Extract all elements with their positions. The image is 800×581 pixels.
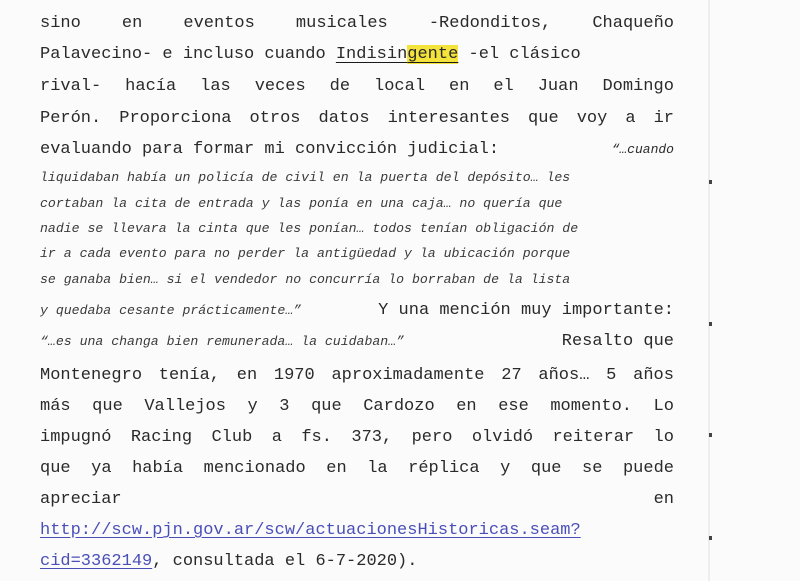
word: ir [653,109,674,128]
word: datos [318,109,370,128]
quote-opening: “…cuando [611,142,674,157]
word: ese [498,397,529,416]
word: voy [576,109,608,128]
text-line [40,301,674,321]
word: Montenegro [40,366,143,385]
quote-line: cortaban la cita de entrada y las ponía en una caja… no quería que [40,196,563,211]
text-line [40,14,674,34]
word: años [633,366,674,385]
text-line [40,366,674,386]
word: Lo [653,397,674,416]
text-line [40,140,674,160]
word: interesantes [387,109,511,128]
text-segment: Indisin [335,45,408,64]
word: la [367,459,388,478]
margin-mark [709,536,712,540]
word: Perón. [40,109,102,128]
word: momento. [550,397,632,416]
word: Chaqueño [592,14,674,33]
word: las [200,77,231,96]
word: local [374,77,426,96]
word: reiterar [552,428,635,447]
quote-line: se ganaba bien… si el vendedor no concurría lo borraban de la lista [40,272,571,287]
word: a [625,109,636,128]
word: se [582,459,603,478]
word: sino [40,14,81,33]
word: 1970 [273,366,315,385]
text-line [40,490,674,510]
text-line [40,428,674,448]
word: pero [411,428,453,447]
word: rival- [40,77,102,96]
word: 5 [606,366,617,385]
word: 3 [279,397,290,416]
margin-mark [709,180,712,184]
word: réplica [408,459,480,478]
source-link-continued[interactable]: cid=3362149 [40,552,153,571]
text-segment: , consultada el 6-7-2020). [152,552,418,571]
word: y [500,459,511,478]
word: había [132,459,184,478]
word: en [236,366,258,385]
word: Juan [537,77,579,96]
word: lo [653,428,674,447]
text-line [40,552,674,572]
word: en [449,77,470,96]
word: de [329,77,351,96]
text-line [40,521,674,541]
text-line [40,397,674,417]
word: Club [211,428,253,447]
text-segment: Y una mención muy importante: [367,301,674,320]
word: en [121,14,143,33]
word: aproximadamente [331,366,485,385]
word: que [528,109,559,128]
word: otros [249,109,301,128]
word: años… [538,366,590,385]
word: más [40,397,71,416]
margin-mark [709,322,712,326]
word: que [40,459,71,478]
word: Proporciona [119,109,232,128]
text-line [40,459,674,479]
word: -Redonditos, [428,14,552,33]
word: Domingo [602,77,674,96]
margin-mark [709,433,712,437]
word: 373, [351,428,393,447]
text-line [40,332,674,352]
word: Racing [130,428,193,447]
text-line [40,77,674,97]
quote-line: ir a cada evento para no perder la antigüedad y la ubicación porque [40,246,571,261]
text-segment: Palavecino- e incluso cuando [40,45,336,64]
search-highlight: gente [407,45,459,64]
word: ya [91,459,112,478]
word: impugnó [40,428,112,447]
word: hacía [125,77,177,96]
word: mencionado [203,459,306,478]
word: fs. [301,428,332,447]
word: eventos [183,14,255,33]
word: que [92,397,123,416]
word: en [326,459,347,478]
word: a [271,428,282,447]
word: Vallejos [144,397,226,416]
word: olvidó [471,428,534,447]
source-link[interactable]: http://scw.pjn.gov.ar/scw/actuacionesHistoricas.seam? [40,521,581,540]
quote-closing: y quedaba cesante prácticamente…” [40,303,302,318]
quote-line: nadie se llevara la cinta que les ponían… todos tenían obligación de [40,221,579,236]
underlined-word [336,45,458,64]
word: en [456,397,477,416]
word: tenía, [158,366,220,385]
word: musicales [295,14,388,33]
quote-inline: “…es una changa bien remunerada… la cuidaban…” [40,334,405,349]
word: que [311,397,342,416]
word: apreciar [40,490,122,509]
word: veces [254,77,306,96]
word: que [530,459,562,478]
text-line [40,109,674,129]
word: en [653,490,674,509]
text-segment: -el clásico [458,45,581,64]
word: Cardozo [363,397,435,416]
text-segment: Resalto que [551,332,674,351]
page-edge [708,0,710,581]
word: el [493,77,514,96]
quote-line: liquidaban había un policía de civil en la puerta del depósito… les [40,170,571,185]
text-line [40,45,674,65]
text-segment: evaluando para formar mi convicción judicial: [40,140,510,159]
word: puede [622,459,674,478]
word: 27 [501,366,522,385]
word: y [247,397,258,416]
